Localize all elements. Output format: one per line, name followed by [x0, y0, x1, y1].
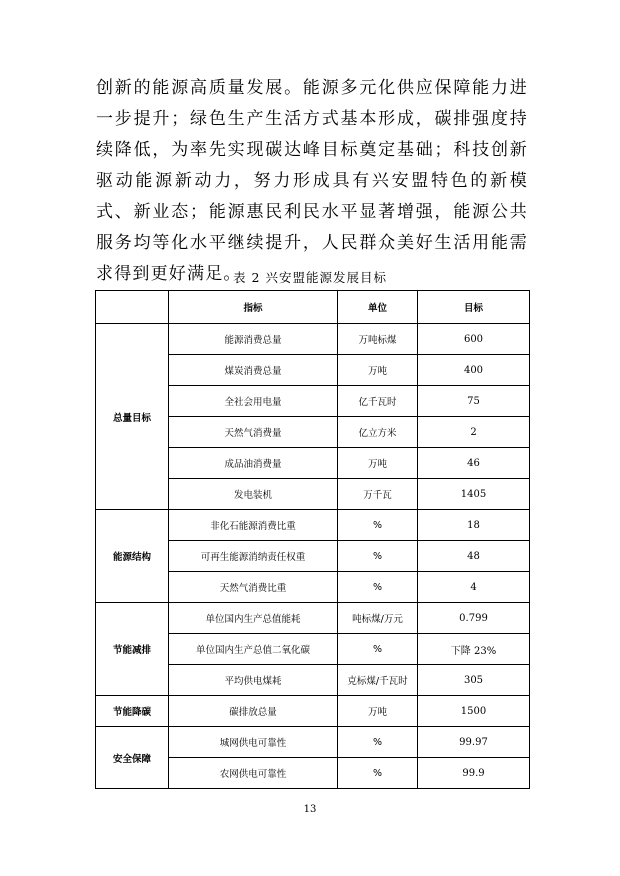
unit-cell: 吨标煤/万元: [338, 603, 418, 634]
target-cell: 4: [418, 572, 530, 603]
indicator-cell: 单位国内生产总值能耗: [169, 603, 338, 634]
unit-cell: %: [338, 727, 418, 758]
unit-cell: 亿立方米: [338, 417, 418, 448]
category-cell: 节能降碳: [96, 696, 169, 727]
target-cell: 75: [418, 386, 530, 417]
indicator-cell: 碳排放总量: [169, 696, 338, 727]
indicator-cell: 非化石能源消费比重: [169, 510, 338, 541]
target-cell: 1405: [418, 479, 530, 510]
indicator-cell: 成品油消费量: [169, 448, 338, 479]
indicator-cell: 单位国内生产总值二氧化碳: [169, 634, 338, 665]
indicator-cell: 天然气消费量: [169, 417, 338, 448]
table-header-row: [96, 291, 530, 324]
table-caption: 表 2 兴安盟能源发展目标: [233, 270, 387, 285]
indicator-cell: 能源消费总量: [169, 324, 338, 355]
target-cell: 1500: [418, 696, 530, 727]
target-cell: 2: [418, 417, 530, 448]
unit-cell: %: [338, 572, 418, 603]
indicator-cell: 煤炭消费总量: [169, 355, 338, 386]
target-cell: 305: [418, 665, 530, 696]
target-cell: 48: [418, 541, 530, 572]
header-target: 目标: [418, 291, 530, 324]
target-cell: 18: [418, 510, 530, 541]
indicator-cell: 城网供电可靠性: [169, 727, 338, 758]
unit-cell: 克标煤/千瓦时: [338, 665, 418, 696]
header-unit: 单位: [338, 291, 418, 324]
unit-cell: %: [338, 510, 418, 541]
table-row: [96, 696, 530, 727]
table-row: [96, 603, 530, 634]
unit-cell: 万吨: [338, 696, 418, 727]
energy-goals-table: [95, 290, 530, 789]
unit-cell: 亿千瓦时: [338, 386, 418, 417]
target-cell: 99.9: [418, 758, 530, 789]
indicator-cell: 天然气消费比重: [169, 572, 338, 603]
table-row: [96, 324, 530, 355]
indicator-cell: 全社会用电量: [169, 386, 338, 417]
category-cell: 安全保障: [96, 727, 169, 789]
target-cell: 0.799: [418, 603, 530, 634]
target-cell: 99.97: [418, 727, 530, 758]
indicator-cell: 农网供电可靠性: [169, 758, 338, 789]
target-cell: 46: [418, 448, 530, 479]
unit-cell: %: [338, 541, 418, 572]
indicator-cell: 平均供电煤耗: [169, 665, 338, 696]
indicator-cell: 发电装机: [169, 479, 338, 510]
table-row: [96, 727, 530, 758]
target-cell: 600: [418, 324, 530, 355]
category-cell: 能源结构: [96, 510, 169, 603]
target-cell: 400: [418, 355, 530, 386]
unit-cell: 万千瓦: [338, 479, 418, 510]
header-category: [96, 291, 169, 324]
unit-cell: 万吨标煤: [338, 324, 418, 355]
category-cell: 总量目标: [96, 324, 169, 510]
header-indicator: 指标: [169, 291, 338, 324]
unit-cell: %: [338, 758, 418, 789]
unit-cell: 万吨: [338, 448, 418, 479]
table-row: [96, 510, 530, 541]
unit-cell: %: [338, 634, 418, 665]
unit-cell: 万吨: [338, 355, 418, 386]
target-cell: 下降 23%: [418, 634, 530, 665]
category-cell: 节能减排: [96, 603, 169, 696]
indicator-cell: 可再生能源消纳责任权重: [169, 541, 338, 572]
page-number: 13: [303, 804, 317, 815]
body-paragraph: 创新的能源高质量发展。能源多元化供应保障能力进一步提升；绿色生产生活方式基本形成，碳排强度持续降低，为率先实现碳达峰目标奠定基础；科技创新驱动能源新动力，努力形成具有兴安盟特色的新模式、新业态；能源惠民利民水平显著增强，能源公共服务均等化水平继续提升，人民群众美好生活用能需求得到更好满足。: [96, 78, 528, 284]
